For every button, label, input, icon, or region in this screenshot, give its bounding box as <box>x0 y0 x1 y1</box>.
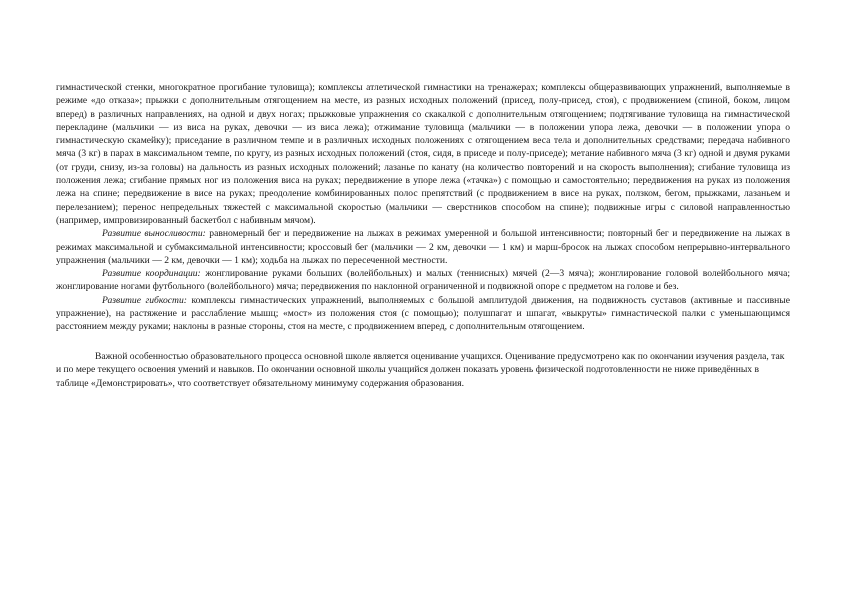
coordination-label: Развитие координации: <box>102 268 201 280</box>
flexibility-label: Развитие гибкости: <box>102 294 187 306</box>
paragraph-strength-exercises: гимнастической стенки, многократное прогибание туловища); комплексы атлетической гимнастики на тренажерах; комплексы общеразвивающих упражнений, выполняемые в режиме «до отказа»; прыжки с дополнительным отягощением на месте, из разных исходных положений (присед, полу-присед, стоя), с продвижением (спиной, боком, лицом вперед) в различных направлениях, на одной и двух ногах; прыжковые упражнения со скакалкой с дополнительным отягощением; подтягивание туловища на гимнастической перекладине (мальчики — из виса на руках, девочки — из виса лежа); отжимание туловища (мальчики — в положении упора лежа, девочки — в положении упора о гимнастическую скамейку); приседание в различном темпе и в различных исходных положениях с отягощением веса тела и дополнительных средствами; передача набивного мяча (3 кг) в парах в максимальном темпе, по кругу, из разных исходных положений (стоя, сидя, в приседе и полу-приседе); метание набивного мяча (3 кг) одной и двумя руками (от груди, снизу, из-за головы) на дальность из разных исходных положений; лазанье по канату (на количество повторений и на скорость выполнения); сгибание туловища из положения лежа; сгибание прямых ног из положения виса на руках; передвижение в упоре лежа («тачка») с помощью и самостоятельно; передвижения на руках из положения лежа на спине; передвижение в висе на руках; преодоление комбинированных полос препятствий (с продвижением в висе на руках, ползком, бегом, прыжками, лазаньем и перелезанием); перенос непредельных тяжестей с максимальной скоростью (мальчики — сверстников способом на спине); подвижные игры с силовой направленностью (например, импровизированный баскетбол с набивным мячом). <box>56 82 790 226</box>
coordination-text: жонглирование руками больших (волейбольных) и малых (теннисных) мячей (2—3 мяча); жонглирование головой волейбольного мяча; жонглирование ногами футбольного (волейбольного) мяча; передвижения по наклонной ограниченной и подвижной опоре с предметом на голове и без. <box>56 268 790 293</box>
endurance-label: Развитие выносливости: <box>102 228 206 240</box>
endurance-text: равномерный бег и передвижение на лыжах в режимах умеренной и большой интенсивности; повторный бег и передвижение на лыжах в режимах максимальной и субмаксимальной интенсивности; кроссовый бег (мальчики — 2 км, девочки — 1 км) и марш-бросок на лыжах способом непрерывно-интервального упражнения (мальчики — 2 км, девочки — 1 км); ходьба на лыжах по пересеченной местности. <box>56 228 790 266</box>
paragraph-gap <box>56 334 790 350</box>
paragraph-flexibility <box>56 294 790 334</box>
paragraph-coordination <box>56 267 790 294</box>
paragraph-endurance <box>56 227 790 267</box>
document-page <box>56 81 790 390</box>
flexibility-text: комплексы гимнастических упражнений, выполняемых с большой амплитудой движения, на подвижность суставов (активные и пассивные упражнение), на растяжение и расслабление мышц; «мост» из положения стоя (с помощью); полушпагат и шпагат, «выкруты» гимнастической палки с уменьшающимся расстоянием между руками; наклоны в разные стороны, стоя на месте, с продвижением вперед, с дополнительным отягощением. <box>56 294 790 333</box>
paragraph-assessment: Важной особенностью образовательного процесса основной школе является оценивание учащихся. Оценивание предусмотрено как по окончании изучения раздела, так и по мере текущего освоения умений и навыков. По окончании основной школы учащийся должен показать уровень физической подготовленности не ниже приведённых в таблице «Демонстрировать», что соответствует обязательному минимуму содержания образования. <box>56 350 785 389</box>
